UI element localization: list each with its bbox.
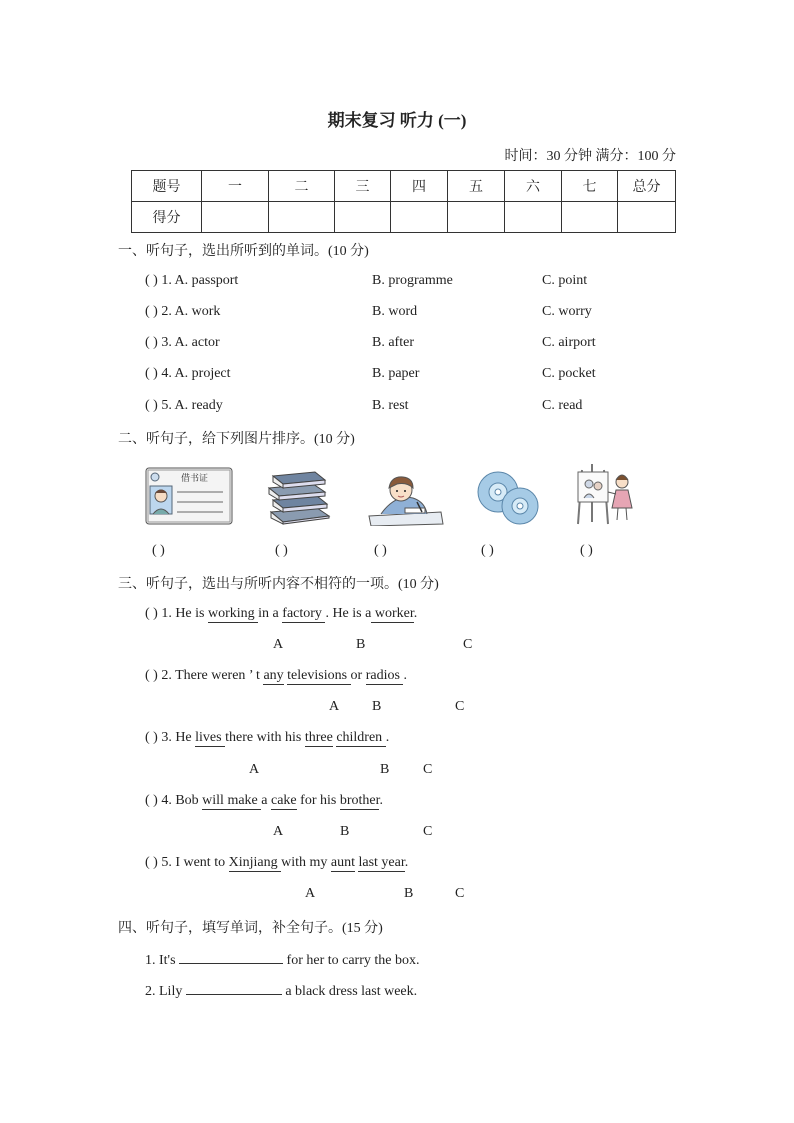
score-cell: 总分 [618, 171, 676, 202]
library-card-picture [145, 462, 233, 526]
score-cell: 五 [448, 171, 505, 202]
question-1-5: ( ) 5. A. ready [145, 398, 223, 413]
option-c: C. worry [542, 304, 592, 319]
score-cell: 题号 [132, 171, 202, 202]
text: a black dress last week. [281, 984, 418, 999]
text: . [379, 793, 383, 808]
option-c: C. airport [542, 335, 596, 350]
text: 1. It's [145, 953, 180, 968]
library-card-title: 借书证 [181, 474, 209, 484]
text: or [350, 668, 366, 683]
text: ( ) 3. He [145, 730, 196, 745]
underlined-c: worker [371, 606, 414, 621]
text: ( ) 1. He is [145, 606, 208, 621]
score-cell: 三 [335, 171, 391, 202]
letter-b: B [372, 699, 382, 714]
underlined-a: lives [195, 730, 226, 745]
text: . [385, 730, 390, 745]
sentence-3-2 [145, 668, 407, 684]
letter-a: A [273, 824, 284, 839]
score-table [131, 170, 676, 233]
sentence-3-1 [145, 606, 417, 622]
letter-a: A [329, 699, 340, 714]
score-label: 得分 [132, 202, 202, 233]
score-input[interactable] [335, 202, 391, 233]
underlined-a: working [208, 606, 259, 621]
girl-painting-picture [574, 462, 638, 526]
score-value-row [132, 202, 676, 233]
text: ( ) 4. Bob [145, 793, 203, 808]
letter-b: B [380, 762, 390, 777]
underlined-c: last year [358, 855, 405, 870]
question-1-2: ( ) 2. A. work [145, 304, 221, 319]
option-c: C. point [542, 273, 588, 288]
text: for his [296, 793, 340, 808]
letter-c: C [423, 824, 433, 839]
boy-writing-picture [367, 462, 445, 526]
underlined-b: cake [271, 793, 297, 808]
sentence-3-4 [145, 793, 383, 809]
underlined-b: factory [282, 606, 326, 621]
score-input[interactable] [448, 202, 505, 233]
sentence-3-3 [145, 730, 389, 746]
letter-c: C [455, 886, 465, 901]
score-cell: 六 [505, 171, 562, 202]
option-b: B. paper [372, 366, 420, 381]
text: ( ) 2. There weren ’ t [145, 668, 264, 683]
underlined-c: radios [365, 668, 404, 683]
letter-b: B [340, 824, 350, 839]
score-cell: 二 [269, 171, 335, 202]
underlined-a: Xinjiang [228, 855, 282, 870]
exam-meta: 时间：30 分钟 满分：100 分 [504, 149, 676, 164]
underlined-a: any [263, 668, 284, 683]
text: ( ) 5. I went to [145, 855, 229, 870]
text: . [404, 855, 409, 870]
fill-sentence-1 [145, 949, 419, 969]
score-input[interactable] [269, 202, 335, 233]
letter-a: A [305, 886, 316, 901]
option-b: B. word [372, 304, 418, 319]
letter-a: A [249, 762, 260, 777]
books-picture [265, 462, 335, 526]
answer-blank[interactable] [179, 949, 283, 964]
underlined-a: will make [202, 793, 262, 808]
text: . [413, 606, 418, 621]
score-input[interactable] [618, 202, 676, 233]
page-title: 期末复习 听力 (一) [327, 111, 467, 130]
score-header-row [132, 171, 676, 202]
question-1-4: ( ) 4. A. project [145, 366, 231, 381]
underlined-c: children [336, 730, 386, 745]
letter-c: C [423, 762, 433, 777]
text: there with his [225, 730, 305, 745]
text: in a [258, 606, 283, 621]
order-blank-3[interactable]: ( ) [374, 543, 387, 558]
text: . He is a [325, 606, 372, 621]
text: a [261, 793, 271, 808]
section-4-heading: 四、听句子，填写单词，补全句子。(15 分) [118, 921, 383, 936]
letter-c: C [463, 637, 473, 652]
option-b: B. rest [372, 398, 409, 413]
score-cell: 四 [391, 171, 448, 202]
underlined-b: aunt [330, 855, 355, 870]
order-blank-4[interactable]: ( ) [481, 543, 494, 558]
letter-a: A [273, 637, 284, 652]
order-blank-1[interactable]: ( ) [152, 543, 165, 558]
order-blank-5[interactable]: ( ) [580, 543, 593, 558]
underlined-b: televisions [287, 668, 351, 683]
option-c: C. pocket [542, 366, 596, 381]
text: with my [281, 855, 331, 870]
section-2-heading: 二、听句子，给下列图片排序。(10 分) [118, 432, 355, 447]
underlined-c: brother [339, 793, 380, 808]
answer-blank[interactable] [186, 980, 282, 995]
text: . [403, 668, 407, 683]
score-input[interactable] [505, 202, 562, 233]
option-b: B. programme [372, 273, 453, 288]
letter-c: C [455, 699, 465, 714]
question-1-1: ( ) 1. A. passport [145, 273, 239, 288]
option-b: B. after [372, 335, 414, 350]
section-1-heading: 一、听句子，选出所听到的单词。(10 分) [118, 244, 369, 259]
score-input[interactable] [202, 202, 269, 233]
section-3-heading: 三、听句子，选出与所听内容不相符的一项。(10 分) [118, 577, 439, 592]
score-input[interactable] [391, 202, 448, 233]
letter-b: B [404, 886, 414, 901]
option-c: C. read [542, 398, 583, 413]
letter-b: B [356, 637, 366, 652]
score-cell: 一 [202, 171, 269, 202]
score-input[interactable] [562, 202, 618, 233]
fill-sentence-2 [145, 980, 417, 1000]
text: 2. Lily [145, 984, 186, 999]
sentence-3-5 [145, 855, 408, 871]
cds-picture [472, 462, 542, 526]
score-cell: 七 [562, 171, 618, 202]
text: for her to carry the box. [283, 953, 420, 968]
underlined-b: three [304, 730, 333, 745]
order-blank-2[interactable]: ( ) [275, 543, 288, 558]
question-1-3: ( ) 3. A. actor [145, 335, 220, 350]
